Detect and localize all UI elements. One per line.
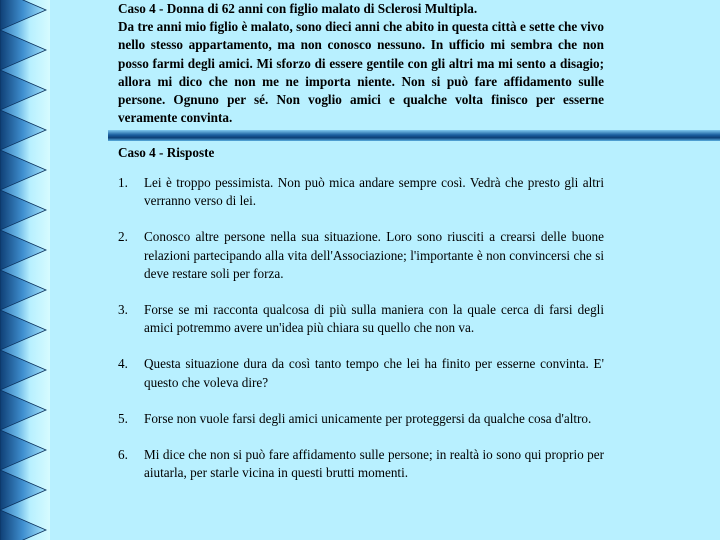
- border-triangle: [0, 150, 46, 190]
- response-text: Forse non vuole farsi degli amici unicamente per proteggersi da qualche cosa d'altro.: [144, 410, 592, 426]
- response-number: 3.: [118, 302, 128, 318]
- response-text: Forse se mi racconta qualcosa di più sulla maniera con la quale cerca di farsi degli amici potremmo avere un'idea più chiara su quello che non va.: [144, 302, 604, 336]
- response-text: Questa situazione dura da così tanto tempo che lei ha finito per esserne convinta. E' questo che voleva dire?: [144, 356, 604, 390]
- response-item: [118, 410, 604, 428]
- decorative-left-border: [0, 0, 50, 540]
- response-number: 4.: [118, 356, 128, 372]
- response-number: 2.: [118, 229, 128, 245]
- border-triangle: [0, 0, 46, 30]
- case-title: Caso 4 - Donna di 62 anni con figlio malato di Sclerosi Multipla.: [118, 1, 478, 16]
- section-divider: [108, 130, 720, 141]
- response-text: Lei è troppo pessimista. Non può mica andare sempre così. Vedrà che presto gli altri verranno verso di lei.: [144, 175, 604, 209]
- triangle-pattern: [0, 0, 50, 540]
- response-number: 5.: [118, 410, 128, 426]
- response-number: 6.: [118, 447, 128, 463]
- responses-list: [118, 174, 604, 482]
- response-item: [118, 174, 604, 210]
- responses-title: Caso 4 - Risposte: [118, 145, 215, 160]
- response-item: [118, 446, 604, 482]
- response-item: [118, 228, 604, 283]
- response-number: 1.: [118, 175, 128, 190]
- border-triangle: [0, 230, 46, 270]
- case-description: [118, 0, 604, 127]
- border-triangle: [0, 350, 46, 390]
- response-text: Conosco altre persone nella sua situazione. Loro sono riusciti a crearsi delle buone relazioni partecipando alla vita dell'Associazione; l'importante è non convincersi che si deve restare soli per forza.: [144, 229, 604, 281]
- response-item: [118, 301, 604, 337]
- border-triangle: [0, 470, 46, 510]
- border-triangle: [0, 430, 46, 470]
- border-triangle: [0, 390, 46, 430]
- border-triangle: [0, 70, 46, 110]
- response-item: [118, 355, 604, 391]
- border-triangle: [0, 310, 46, 350]
- border-triangle: [0, 270, 46, 310]
- border-triangle: [0, 510, 46, 540]
- border-triangle: [0, 110, 46, 150]
- response-text: Mi dice che non si può fare affidamento sulle persone; in realtà io sono qui proprio per aiutarla, per starle vicina in questi brutti momenti.: [144, 447, 604, 481]
- border-triangle: [0, 190, 46, 230]
- border-triangle: [0, 30, 46, 70]
- case-body: Da tre anni mio figlio è malato, sono dieci anni che abito in questa città e sette che vivo nello stesso appartamento, ma non conosco nessuno. In ufficio mi sembra che non posso farmi degli amici. Mi sforzo di essere gentile con gli altri ma mi sento a disagio; allora mi dico che non me ne importa niente. Non si può fare affidamento sulle persone. Ognuno per sé. Non voglio amici e qualche volta finisco per esserne veramente convinta.: [118, 19, 604, 126]
